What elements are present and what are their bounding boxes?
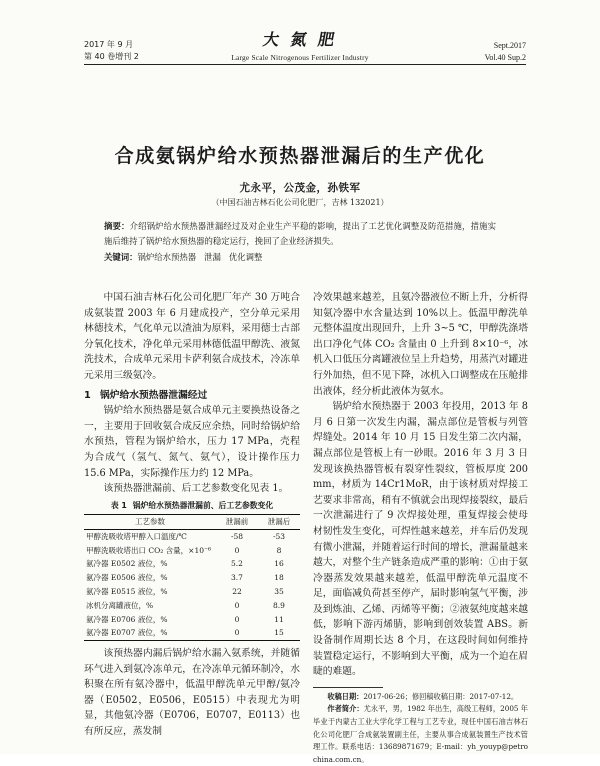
article-affiliation: （中国石油吉林石化公司化肥厂，吉林 132021）	[211, 198, 389, 207]
table-cell: 16	[274, 559, 284, 569]
intro-paragraph: 中国石油吉林石化公司化肥厂年产 30 万吨合成氨装置 2003 年 6 月建成投产，空分单元采用林德技术，气化单元以渣油为原料，采用德士古部分氧化技术，净化单元采用林德低温甲醇洗、液氮洗技术，合成单元采用卡萨利氨合成技术，冷冻单元采用三级氨冷。	[84, 292, 300, 381]
table-header-cell: 泄漏前	[216, 514, 258, 529]
table-cell: -53	[272, 531, 286, 541]
table-cell: 氨冷器 E0706 液位，%	[86, 614, 168, 624]
header-rule	[84, 64, 526, 65]
body-paragraph: 锅炉给水预热器于 2003 年投用，2013 年 8 月 6 日第一次发生内漏，漏点部位是管板与列管焊缝处。2014 年 10 月 15 日发生第二次内漏，漏点部位是管板上有一砂眼。2016 年 3 月 3 日发现该换热器管板有裂穿性裂纹，管板厚度 200 mm，材质为 14Cr1MoR，由于该材质对焊接工艺要求非常高，稍有不慎就会出现焊接裂纹，最后一次泄漏进行了 9 次焊接处理，重复焊接会使母材韧性发生变化，可焊性越来越差，并车后仍发现有微小泄漏，并随着运行时间的增长，泄漏量越来越大，对整个生产链条造成严重的影响：①由于氨冷器蒸发效果越来越差，低温甲醇洗单元温度不足，面临减负荷甚至停产，届时影响氢气平衡，涉及到炼油、乙烯、丙烯等平衡；②液氨纯度越来越低，影响下游丙烯腈，影响到创效装置 ABS。新设备制作周期长达 8 个月，在这段时间如何维持装置稳定运行，不影响到大平衡，成为一个迫在眉睫的难题。	[313, 401, 528, 678]
table-cell: 3.7	[231, 573, 243, 583]
journal-logo: 大 氮 肥	[261, 30, 339, 49]
body-paragraph: 该预热器泄漏前、后工艺参数变化见表 1。	[103, 483, 289, 495]
article-title: 合成氨锅炉给水预热器泄漏后的生产优化	[114, 145, 486, 167]
header-volume-cn: 第 40 卷增刊 2	[84, 51, 139, 61]
table-caption-label: 表 1	[110, 500, 127, 510]
table-cell: 甲醇洗吸收塔甲醇入口温度/℃	[86, 531, 187, 541]
journal-name-en: Large Scale Nitrogenous Fertilizer Industry	[231, 53, 369, 62]
table-cell: 甲醇洗吸收塔出口 CO₂ 含量，×10⁻⁶	[86, 545, 211, 555]
footnote-rule	[313, 687, 383, 688]
left-column	[84, 290, 300, 740]
footnote-received-text: 2017-06-26；修回稿收稿日期：2017-07-12。	[363, 691, 519, 701]
footnote-received-label: 收稿日期：	[327, 691, 364, 701]
table-cell: 8.9	[273, 600, 285, 610]
table-row	[84, 557, 300, 571]
keywords-label: 关键词：	[104, 252, 138, 262]
header-volume-en: Vol.40 Sup.2	[484, 52, 526, 62]
table-cell: 18	[274, 573, 284, 583]
journal-masthead	[150, 30, 450, 63]
abstract-text: 介绍锅炉给水预热器泄漏经过及对企业生产平稳的影响，提出了工艺优化调整及防范措施，措施实施后维持了锅炉给水预热器的稳定运行，挽回了企业经济损失。	[104, 221, 496, 246]
footnote-received	[313, 691, 528, 704]
table-header-row	[84, 514, 300, 529]
body-paragraph: 该预热器内漏后锅炉给水漏入氨系统，并随循环气进入到氨冷冻单元，在冷冻单元循环制冷，水积聚在所有氨冷器中，低温甲醇洗单元甲醇/氨冷器（E0502，E0506，E0515）中表现尤为明显，其他氨冷器（E0706，E0707，E0113）也有所反应，蒸发制	[84, 648, 300, 738]
article-authors: 尤永平，公茂金，孙铁军	[239, 182, 361, 194]
table-caption	[84, 500, 300, 512]
parameter-table	[84, 514, 300, 641]
table-caption-text: 锅炉给水预热器泄漏前、后工艺参数变化	[132, 500, 274, 510]
table-cell: 0	[234, 628, 240, 638]
header-date-cn: 2017 年 9 月	[84, 40, 134, 49]
table-row	[84, 599, 300, 613]
table-row	[84, 529, 300, 543]
table-cell: 11	[274, 614, 284, 624]
header-date-en: Sept.2017	[493, 41, 526, 50]
table-row	[84, 544, 300, 558]
header-issue-en	[485, 40, 526, 63]
table-cell: 5.2	[231, 559, 243, 569]
section-heading	[84, 388, 300, 404]
table-cell: 氨冷器 E0502 液位，%	[86, 559, 168, 569]
table-cell: 氨冷器 E0515 液位，%	[86, 587, 168, 597]
table-cell: 0	[234, 614, 240, 624]
table-cell: 0	[234, 545, 240, 555]
table-cell: 35	[274, 587, 284, 597]
section-number: 1	[84, 389, 91, 401]
table-row	[84, 613, 300, 627]
table-row	[84, 626, 300, 640]
table-row	[84, 585, 300, 599]
table-cell: 氨冷器 E0506 液位，%	[86, 573, 168, 583]
keywords	[104, 250, 496, 265]
section-title: 锅炉给水预热器泄漏经过	[100, 389, 208, 401]
table-cell: 氨冷器 E0707 液位，%	[86, 628, 168, 638]
right-column	[313, 290, 528, 766]
abstract-label: 摘要：	[104, 221, 130, 231]
table-cell: 8	[276, 545, 282, 555]
footnotes	[313, 691, 528, 766]
abstract	[104, 219, 496, 249]
table-row	[84, 571, 300, 585]
footnote-author-bio	[313, 703, 528, 766]
table-cell: 22	[232, 587, 242, 597]
table-cell: -58	[230, 531, 244, 541]
table-header-cell: 工艺参数	[84, 514, 216, 529]
header-issue-cn	[84, 39, 139, 62]
table-cell: 0	[234, 600, 240, 610]
table-header-cell: 泄漏后	[258, 514, 300, 529]
footnote-bio-text: 尤永平，男，1982 年出生，高级工程师，2005 年毕业于内蒙古工业大学化学工程与工艺专业，现任中国石油吉林石化公司化肥厂合成氨装置副主任，主要从事合成氨装置生产技术管理工作。联系电话：13689871679；E-mail：yh_youyp@petrochina.com.cn。	[313, 704, 528, 764]
body-paragraph: 锅炉给水预热器是氨合成单元主要换热设备之一，主要用于回收氨合成反应余热，同时给锅炉给水预热，管程为锅炉给水，压力 17 MPa，壳程为合成气（氢气、氮气、氨气），设计操作压力 15.6 MPa，实际操作压力约 12 MPa。	[84, 405, 300, 479]
keywords-text: 锅炉给水预热器 泄漏 优化调整	[137, 252, 263, 262]
footnote-bio-label: 作者简介：	[327, 704, 364, 714]
table-cell: 15	[274, 628, 284, 638]
table-cell: 冰机分离罐液位，%	[86, 600, 154, 610]
body-paragraph-continued: 冷效果越来越差，且氨冷器液位不断上升，分析得知氨冷器中水含量达到 10%以上。低温甲醇洗单元整体温度出现回升，上升 3~5 ℃，甲醇洗涤塔出口净化气体 CO₂ 含量由 0 上升到 8×10⁻⁶，冰机入口低压分离罐液位呈上升趋势，用蒸汽对罐进行外加热，但不见下降，冰机入口调整成在压舱排出液体，经分析此液体为氨水。	[313, 292, 528, 397]
